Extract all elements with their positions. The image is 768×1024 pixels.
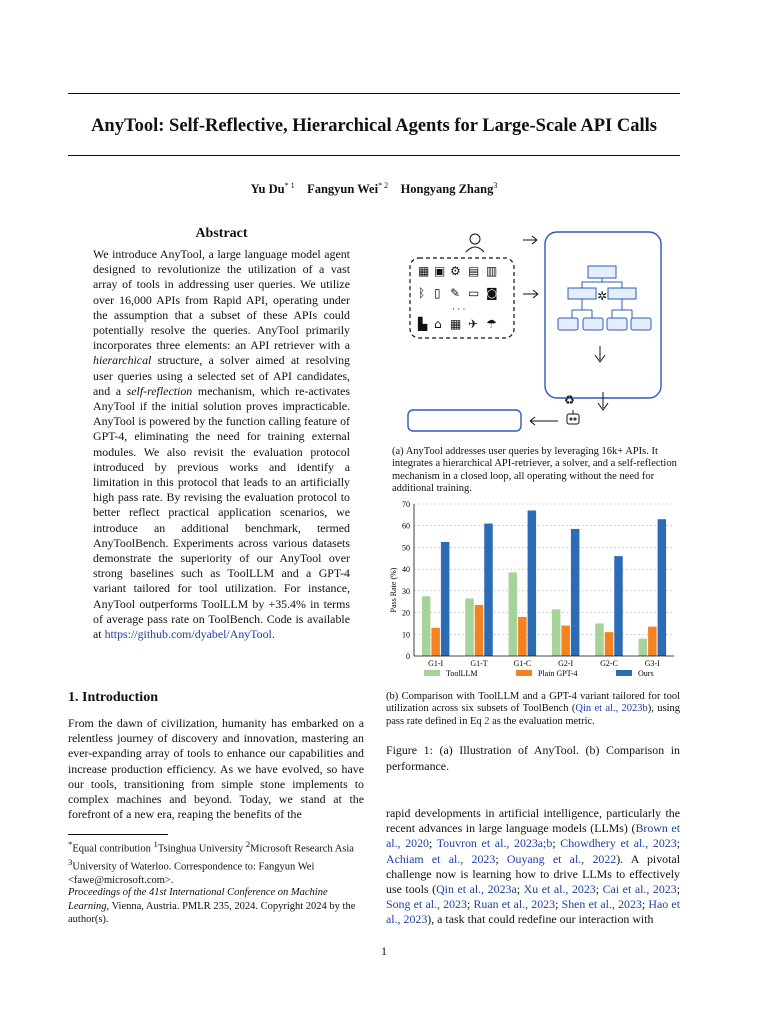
citation-link[interactable]: Shen et al., 2023 (561, 897, 642, 912)
separator: ; (641, 897, 649, 912)
arrow-left-icon (530, 417, 558, 425)
proceedings-note (68, 886, 364, 927)
arrow-down-icon (595, 346, 605, 362)
gear-icon: ⚙ (450, 264, 461, 278)
separator: ; (555, 897, 562, 912)
author-name: Hongyang Zhang (400, 182, 494, 197)
citation-link[interactable]: Hao et al., 2023 (386, 897, 681, 927)
anytool-diagram (386, 228, 680, 440)
x-tick-label: G1-T (470, 659, 488, 668)
intro-heading: 1. Introduction (68, 690, 158, 705)
citation-link[interactable]: Brown et al., 2020 (386, 821, 680, 851)
robot-icon (567, 410, 579, 424)
bar-plain-gpt-4 (475, 605, 484, 656)
abstract-text: . (271, 627, 275, 642)
bank-icon: ⌂ (434, 317, 442, 331)
bar-ours (441, 542, 450, 656)
bluetooth-icon: ᛒ (418, 286, 426, 300)
bar-toolllm (509, 572, 518, 656)
x-tick-label: G3-I (644, 659, 660, 668)
separator: ; (428, 836, 437, 851)
phone-icon: ▣ (434, 264, 446, 278)
citation-link[interactable]: Touvron et al., 2023a;b (436, 836, 553, 851)
legend-label: ToolLLM (446, 669, 478, 678)
tree-node (568, 288, 596, 299)
cloud-rain-icon: ☂ (486, 317, 497, 331)
citation-link[interactable]: Ruan et al., 2023 (473, 897, 556, 912)
citation-link[interactable]: Chowdhery et al., 2023 (560, 836, 677, 851)
abstract-emphasis: hierarchical (93, 353, 152, 368)
x-tick-label: G2-C (600, 659, 618, 668)
author-affiliation-mark: * 2 (378, 181, 389, 190)
separator: ; (516, 882, 524, 897)
footnote-text: Microsoft Research Asia (250, 843, 354, 855)
y-tick-label: 40 (402, 565, 410, 575)
figure-caption: Figure 1: (a) Illustration of AnyTool. (b) Comparison in performance. (386, 743, 680, 773)
citation-link[interactable]: Xu et al., 2023 (523, 882, 596, 897)
footnote-rule (68, 834, 168, 835)
separator: ; (495, 851, 507, 866)
separator: ; (552, 836, 561, 851)
page-number: 1 (381, 944, 387, 958)
bar-plain-gpt-4 (648, 627, 657, 656)
tree-leaf (631, 318, 651, 330)
bar-toolllm (422, 596, 431, 656)
separator: ; (676, 836, 681, 851)
separator: ; (595, 882, 603, 897)
proceedings-text: , Vienna, Austria. PMLR 235, 2024. Copyright 2024 by the author(s). (68, 900, 356, 926)
footnote-text: Equal contribution (72, 843, 154, 855)
author-affiliation-mark: * 1 (284, 181, 295, 190)
citation-link[interactable]: Song et al., 2023 (386, 897, 467, 912)
bar-toolllm (465, 598, 474, 656)
airplane-icon: ✈ (468, 317, 479, 331)
body-text: ). A pivotal challenge now is learning how to drive LLMs to effectively use tools ( (386, 851, 680, 897)
newspaper-icon: ▦ (450, 317, 462, 331)
citation-link[interactable]: Achiam et al., 2023 (386, 851, 496, 866)
battery-icon: ▭ (468, 286, 480, 300)
bar-plain-gpt-4 (518, 617, 527, 656)
factory-icon: ▙ (418, 317, 428, 331)
citation-link[interactable]: Qin et al., 2023a (436, 882, 517, 897)
legend-swatch (616, 670, 632, 676)
camera-icon: ◙ (486, 286, 498, 300)
legend-swatch (424, 670, 440, 676)
arrow-down-icon (598, 392, 608, 410)
arrow-right-icon (523, 236, 537, 244)
bar-toolllm (595, 623, 604, 656)
proceedings-venue: Proceedings of the 41st International Conference on Machine Learning (68, 887, 328, 912)
chart-legend (424, 669, 654, 678)
author-list (68, 181, 680, 197)
intro-body: From the dawn of civilization, humanity has embarked on a relentless journey of discovery and innovation, mastering an ever-expanding array of tools to enhance our capabilities and increase production efficiency. As we have evolved, so have our tools, transitioning from simple stone implements to complex machines and beyond. Today, we stand at the forefront of a new era, reaping the benefits of the (68, 716, 364, 822)
arrow-right-icon (523, 290, 538, 298)
tree-node (608, 288, 636, 299)
bar-toolllm (552, 609, 561, 656)
api-icons (417, 264, 498, 331)
pass-rate-chart (386, 498, 680, 684)
bar-plain-gpt-4 (431, 628, 440, 656)
abstract-body (93, 247, 350, 642)
bar-ours (528, 511, 537, 656)
tree-leaf (607, 318, 627, 330)
bar-ours (658, 519, 667, 656)
abstract-text: We introduce AnyTool, a large language model agent designed to revolutionize the utilization of a vast array of tools in addressing user queries. We utilize over 16,000 APIs from Rapid API, operating under the assumption that a subset of these APIs could potentially resolve the queries. AnyTool primarily incorporates three elements: an API retriever with a (93, 247, 350, 353)
bar-ours (614, 556, 623, 656)
y-tick-label: 20 (402, 608, 410, 618)
document-icon: ▯ (434, 286, 441, 300)
intro-continuation (386, 806, 680, 928)
title-bottom-rule (68, 155, 680, 156)
recycle-icon: ♻ (564, 393, 575, 407)
tree-leaf (558, 318, 578, 330)
footnote: *Equal contribution $^1$Tsinghua University $^2$Microsoft Research Asia $^3$University of Waterloo. Correspondence to: Fangyun Wei <fawe@microsoft.com>. (68, 839, 354, 887)
caption-text: (b) Comparison with ToolLLM and a GPT-4 variant tailored for tool utilization across six subsets of ToolBench ( (386, 691, 680, 715)
separator: ; (466, 897, 474, 912)
pen-icon: ✎ (450, 286, 461, 300)
y-axis-label: Pass Rate (%) (389, 567, 398, 613)
top-rule (68, 93, 680, 94)
citation-link[interactable]: Qin et al., 2023b (575, 703, 648, 715)
body-text: ), a task that could redefine our interaction with (427, 912, 654, 927)
bar-toolllm (639, 639, 648, 656)
x-tick-label: G1-C (513, 659, 532, 668)
author-name: Fangyun Wei (307, 182, 379, 197)
figure-caption-a: (a) AnyTool addresses user queries by leveraging 16k+ APIs. It integrates a hierarchical API-retriever, a solver, and a self-reflection mechanism in a closed loop, all operating without the need for additional training. (392, 446, 677, 495)
legend-label: Plain GPT-4 (538, 669, 578, 678)
legend-label: Ours (638, 669, 654, 678)
abstract-text: mechanism, which re-activates AnyTool if the initial solution proves impracticable. AnyTool is powered by the function calling feature of GPT-4, eliminating the need for training external modules. We also revisit the evaluation protocol introduced by previous works and identify a limitation in this protocol that leads to an artificially high pass rate. By revising the evaluation protocol to better reflect practical application scenarios, we introduce an additional benchmark, termed AnyToolBench. Experiments across various datasets demonstrate the superiority of our AnyTool over strong baselines such as ToolLLM and a GPT-4 variant tailored for tool utilization. For instance, AnyTool outperforms ToolLLM by +35.4% in terms of average pass rate on ToolBench. Code is available at (93, 383, 350, 642)
bar-ours (484, 524, 493, 656)
y-tick-label: 60 (402, 521, 410, 531)
legend-swatch (516, 670, 532, 676)
footnote-text: University of Waterloo. Correspondence to: Fangyun Wei <fawe@microsoft.com>. (68, 861, 315, 887)
ellipsis: · · · (452, 304, 466, 314)
x-tick-label: G2-I (558, 659, 574, 668)
author-name: Yu Du (250, 182, 285, 197)
user-icon (466, 234, 484, 252)
gpt-logo-icon: ✲ (597, 289, 608, 303)
author-affiliation-mark: 3 (493, 181, 498, 190)
citation-link[interactable]: Cai et al., 2023 (602, 882, 677, 897)
bar-plain-gpt-4 (561, 626, 570, 656)
y-tick-label: 0 (406, 652, 410, 661)
anytool-agent-box (545, 232, 661, 398)
tree-leaf (583, 318, 603, 330)
caption-text: as the evaluation metric. (489, 715, 595, 727)
body-text: rapid developments in artificial intelligence, particularly the recent advances in large language models (LLMs) ( (386, 806, 680, 836)
y-tick-label: 50 (402, 543, 410, 553)
abstract-emphasis: self-reflection (126, 383, 193, 398)
y-tick-label: 30 (402, 586, 410, 596)
y-tick-label: 10 (402, 630, 410, 640)
abstract-text: structure, a solver aimed at resolving user queries using a selected set of API candidates, and a (93, 353, 350, 398)
citation-link[interactable]: Ouyang et al., 2022 (506, 851, 617, 866)
paper-title: AnyTool: Self-Reflective, Hierarchical Agents for Large-Scale API Calls (91, 116, 657, 136)
tree-node (588, 266, 616, 278)
abstract-heading: Abstract (195, 226, 248, 241)
x-tick-label: G1-I (428, 659, 444, 668)
bar-ours (571, 529, 580, 656)
code-link[interactable]: https://github.com/dyabel/AnyTool (104, 627, 272, 642)
y-tick-label: 70 (402, 500, 410, 509)
caption-text: ), using pass rate defined in Eq (386, 703, 681, 727)
equation-link[interactable]: 2 (484, 715, 490, 727)
figure-caption-b (386, 691, 680, 728)
bar-chart-icon: ▥ (486, 264, 498, 278)
footnote-text: Tsinghua University (157, 843, 246, 855)
separator: ; (676, 882, 681, 897)
chart-gridlines (414, 504, 674, 656)
answer-box (408, 410, 521, 431)
bar-plain-gpt-4 (605, 632, 614, 656)
chart-icon: ▤ (468, 264, 480, 278)
calculator-icon: ▦ (418, 264, 430, 278)
